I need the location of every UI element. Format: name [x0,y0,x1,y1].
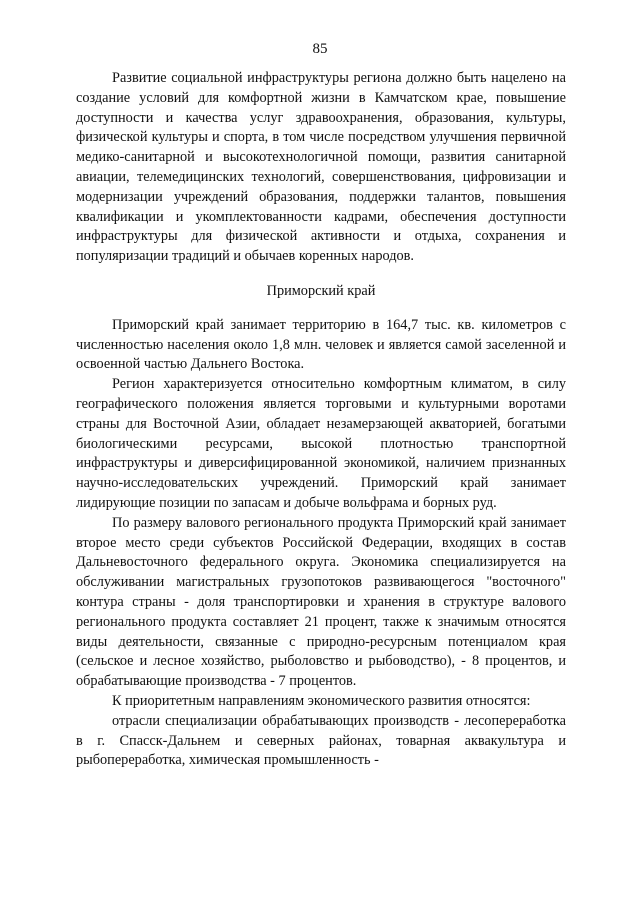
paragraph-economy: По размеру валового регионального продукта Приморский край занимает второе место среди субъектов Российской Федерации, входящих в состав Дальневосточного федерального округа. Экономика специализируется на обслуживании магистральных грузопотоков развивающегося "восточного" контура страны - доля транспортировки и хранения в структуре валового регионального продукта составляет 21 процент, также к значимым относятся виды деятельности, связанные с природно-ресурсным потенциалом края (сельское и лесное хозяйство, рыболовство и рыбоводство), - 8 процентов, и обрабатывающие производства - 7 процентов. [76,514,566,690]
document-body [76,69,566,771]
paragraph-territory: Приморский край занимает территорию в 164,7 тыс. кв. километров с численностью населения около 1,8 млн. человек и является самой заселенной и освоенной частью Дальнего Востока. [76,316,566,373]
paragraph-priorities: К приоритетным направлениям экономического развития относятся: [112,692,531,709]
paragraph-climate: Регион характеризуется относительно комфортным климатом, в силу географического положения является торговыми и культурными воротами страны для Восточной Азии, обладает незамерзающей акваторией, богатыми биологическими ресурсами, высокой плотностью транспортной инфраструктуры и диверсифицированной экономикой, наличием признанных научно-исследовательских учреждений. Приморский край занимает лидирующие позиции по запасам и добыче вольфрама и борных руд. [76,376,566,511]
paragraph-industries: отрасли специализации обрабатывающих производств - лесопереработка в г. Спасск-Дальнем и северных районах, товарная аквакультура и рыбопереработка, химическая промышленность - [76,712,566,769]
paragraph-infrastructure: Развитие социальной инфраструктуры региона должно быть нацелено на создание условий для комфортной жизни в Камчатском крае, повышение доступности и качества услуг здравоохранения, образования, культуры, физической культуры и спорта, в том числе посредством улучшения первичной медико-санитарной и высокотехнологичной помощи, развития санитарной авиации, телемедицинских технологий, совершенствования, цифровизации и модернизации учреждений образования, поддержки талантов, повышения квалификации и укомплектованности кадрами, обеспечения доступности инфраструктуры для физической активности и отдыха, сохранения и популяризации традиций и обычаев коренных народов. [76,70,566,265]
section-heading: Приморский край [266,282,376,299]
page-number: 85 [312,41,328,57]
